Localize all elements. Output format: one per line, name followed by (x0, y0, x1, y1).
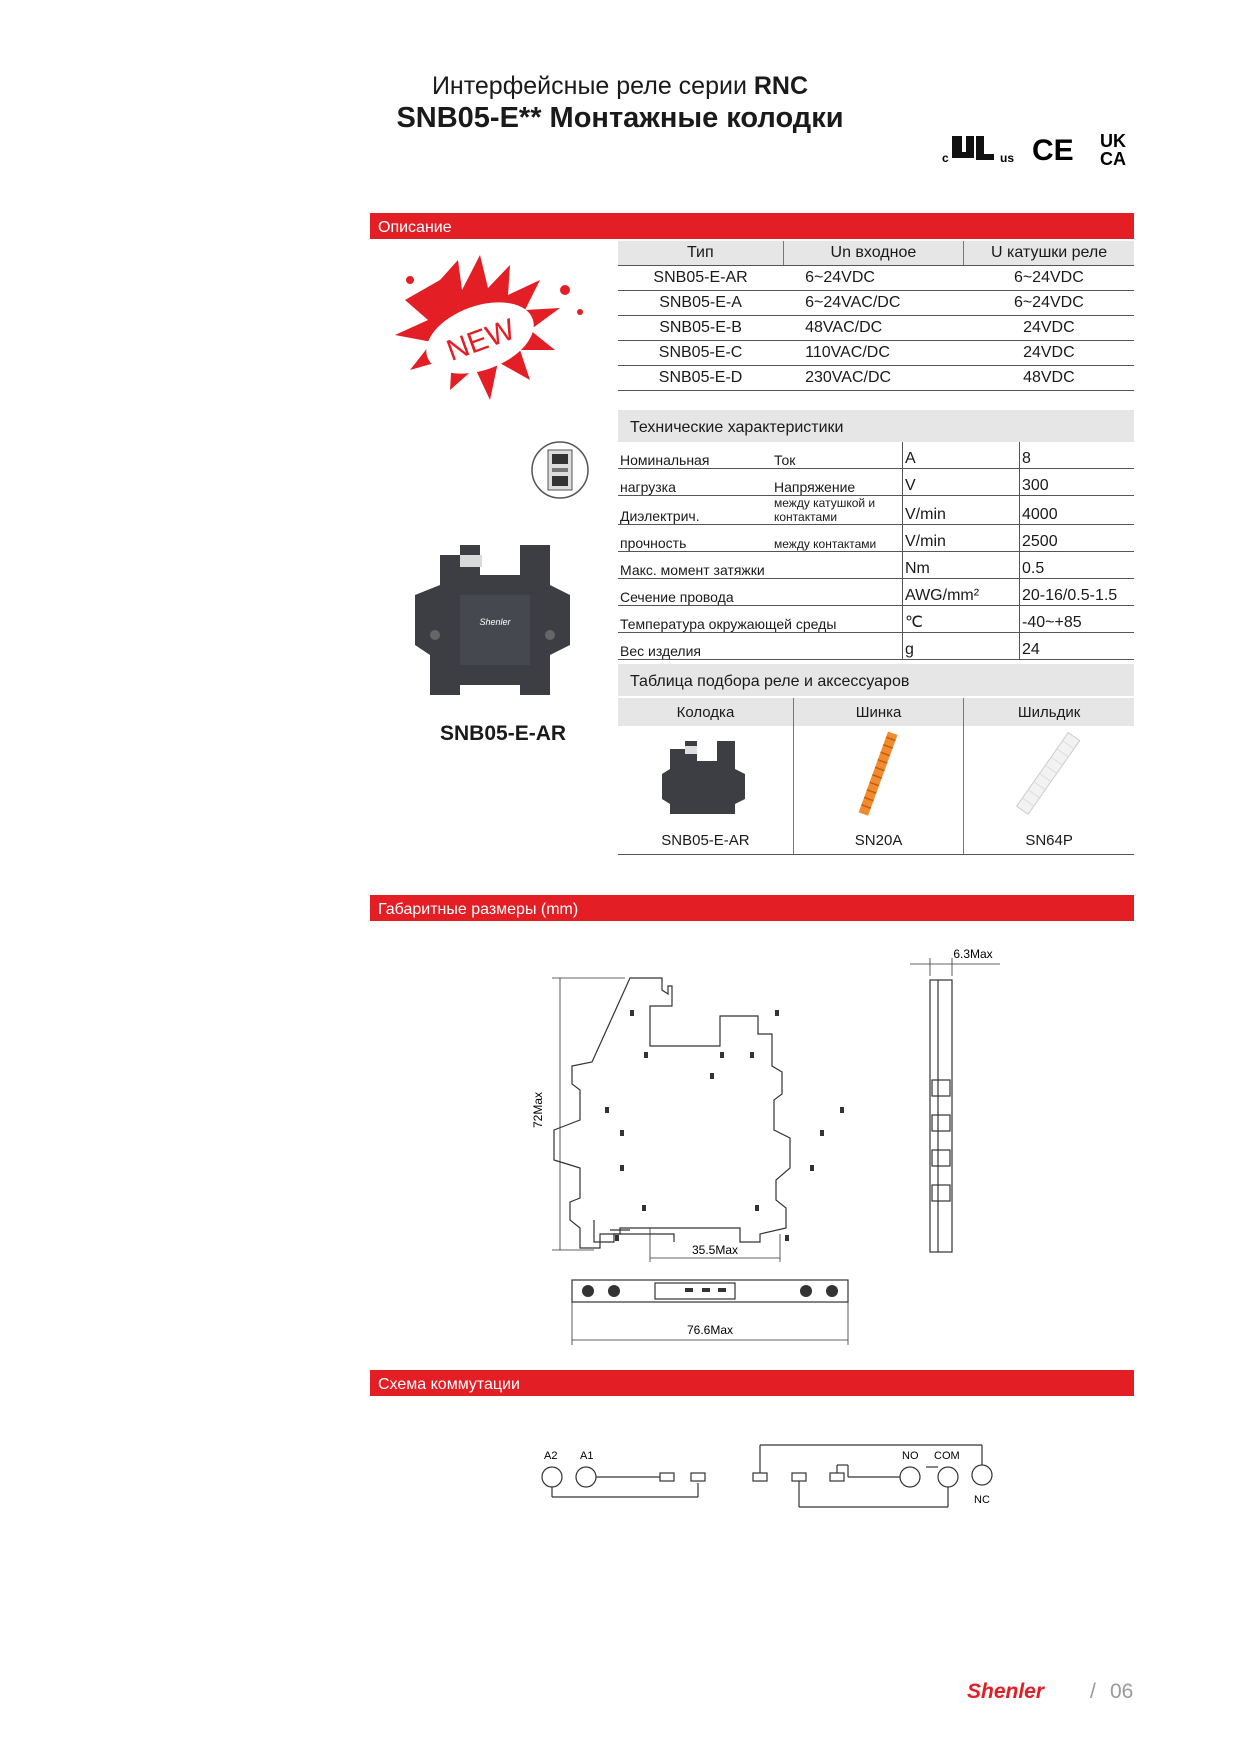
cell-type: SNB05-E-B (618, 316, 783, 341)
header-marker: Шильдик (964, 698, 1134, 726)
cell-type: SNB05-E-C (618, 341, 783, 366)
section-wiring-bar: Схема коммутации (370, 1370, 1134, 1396)
table-row (618, 606, 1134, 633)
header-ucoil: U катушки реле (964, 241, 1134, 266)
new-badge-text: NEW (442, 312, 520, 368)
table-row (618, 496, 1134, 525)
svg-text:Shenler: Shenler (479, 617, 511, 627)
label-no: NO (902, 1450, 919, 1462)
spec-label: Сечение провода (618, 579, 903, 606)
dimension-drawing (520, 940, 1040, 1360)
page-title-line1 (0, 72, 1240, 101)
dim-length: 76.6Max (686, 1323, 734, 1337)
spec-unit: V/min (903, 525, 1020, 552)
spec-sublabel: Напряжение (772, 469, 903, 496)
spec-unit: AWG/mm² (903, 579, 1020, 606)
spec-label: Номинальная (618, 442, 772, 469)
spec-value: 2500 (1020, 525, 1135, 552)
table-row (618, 552, 1134, 579)
cell-ucoil: 6~24VDC (964, 266, 1134, 291)
ce-mark: CE (1032, 134, 1074, 167)
relay-icon (530, 440, 590, 500)
item-socket: SNB05-E-AR (618, 826, 793, 855)
label-nc: NC (974, 1494, 990, 1506)
spec-unit: g (903, 633, 1020, 660)
ul-us-text: us (1000, 151, 1015, 165)
specs-table (618, 442, 1134, 660)
socket-image (618, 726, 793, 826)
cell-un: 230VAC/DC (783, 366, 964, 391)
table-row (618, 341, 1134, 366)
ul-c-text: c (942, 151, 949, 165)
title-prefix: Интерфейсные реле серии (431, 72, 754, 100)
ukca-bottom: CA (1100, 149, 1126, 168)
spec-unit: V (903, 469, 1020, 496)
cell-un: 6~24VDC (783, 266, 964, 291)
dim-height: 72Max (531, 1091, 545, 1129)
table-row (618, 579, 1134, 606)
section-description-bar: Описание (370, 213, 1134, 239)
spec-sublabel: между контактами (772, 525, 903, 552)
spec-unit: V/min (903, 496, 1020, 525)
accessories-labels (618, 826, 1134, 855)
cell-ucoil: 24VDC (964, 316, 1134, 341)
table-row (618, 366, 1134, 391)
cell-un: 48VAC/DC (783, 316, 964, 341)
label-com: COM (934, 1450, 960, 1462)
cell-ucoil: 6~24VDC (964, 291, 1134, 316)
spec-value: 8 (1020, 442, 1135, 469)
page-number: 06 (1110, 1680, 1134, 1703)
header-un: Un входное (783, 241, 964, 266)
spec-label: прочность (618, 525, 772, 552)
spec-label: Диэлектрич. (618, 496, 772, 525)
table-row (618, 469, 1134, 496)
cell-type: SNB05-E-D (618, 366, 783, 391)
label-a2: A2 (544, 1450, 558, 1462)
spec-value: 24 (1020, 633, 1135, 660)
dim-width-top: 6.3Max (953, 947, 993, 961)
table-row (618, 291, 1134, 316)
header-socket: Колодка (618, 698, 793, 726)
spec-label: Температура окружающей среды (618, 606, 903, 633)
new-badge-icon (380, 250, 600, 420)
cell-un: 110VAC/DC (783, 341, 964, 366)
spec-value: 300 (1020, 469, 1135, 496)
cell-ucoil: 24VDC (964, 341, 1134, 366)
spec-label: Макс. момент затяжки (618, 552, 903, 579)
item-bus: SN20A (793, 826, 963, 855)
bus-image (793, 726, 963, 826)
ukca-top: UK (1100, 131, 1126, 151)
table-row (618, 442, 1134, 469)
ul-logo-icon (952, 136, 994, 160)
cell-ucoil: 48VDC (964, 366, 1134, 391)
page-title: SNB05-E** Монтажные колодки (396, 102, 844, 134)
section-dimensions-bar: Габаритные размеры (mm) (370, 895, 1134, 921)
spec-value: 4000 (1020, 496, 1135, 525)
spec-sublabel: между катушкой и контактами (772, 496, 903, 525)
cell-type: SNB05-E-AR (618, 266, 783, 291)
spec-label: Вес изделия (618, 633, 903, 660)
header-bus: Шинка (793, 698, 963, 726)
spec-sublabel: Ток (772, 442, 903, 469)
marker-image (964, 726, 1134, 826)
header-type: Тип (618, 241, 783, 266)
table-row (618, 316, 1134, 341)
table-row (618, 633, 1134, 660)
footer-separator: / (1090, 1680, 1096, 1703)
wiring-diagram (530, 1435, 1020, 1525)
accessories-images (618, 726, 1134, 826)
table-row (618, 266, 1134, 291)
spec-label: нагрузка (618, 469, 772, 496)
spec-unit: Nm (903, 552, 1020, 579)
label-a1: A1 (580, 1450, 594, 1462)
table-row (618, 525, 1134, 552)
cell-un: 6~24VAC/DC (783, 291, 964, 316)
accessories-title: Таблица подбора реле и аксессуаров (618, 664, 1134, 696)
product-caption: SNB05-E-AR (440, 722, 567, 745)
spec-value: 20-16/0.5-1.5 (1020, 579, 1135, 606)
accessories-table (618, 698, 1134, 855)
cell-type: SNB05-E-A (618, 291, 783, 316)
brand-logo: Shenler (967, 1680, 1045, 1703)
dim-mid: 35.5Max (691, 1243, 739, 1257)
accessories-header (618, 698, 1134, 726)
title-series: RNC (753, 72, 809, 100)
type-table (618, 241, 1134, 391)
specs-title: Технические характеристики (618, 410, 1134, 442)
spec-unit: ℃ (903, 606, 1020, 633)
item-marker: SN64P (964, 826, 1134, 855)
spec-unit: A (903, 442, 1020, 469)
spec-value: 0.5 (1020, 552, 1135, 579)
product-photo (400, 535, 590, 705)
type-table-header (618, 241, 1134, 266)
certification-marks (940, 128, 1140, 168)
spec-value: -40~+85 (1020, 606, 1135, 633)
